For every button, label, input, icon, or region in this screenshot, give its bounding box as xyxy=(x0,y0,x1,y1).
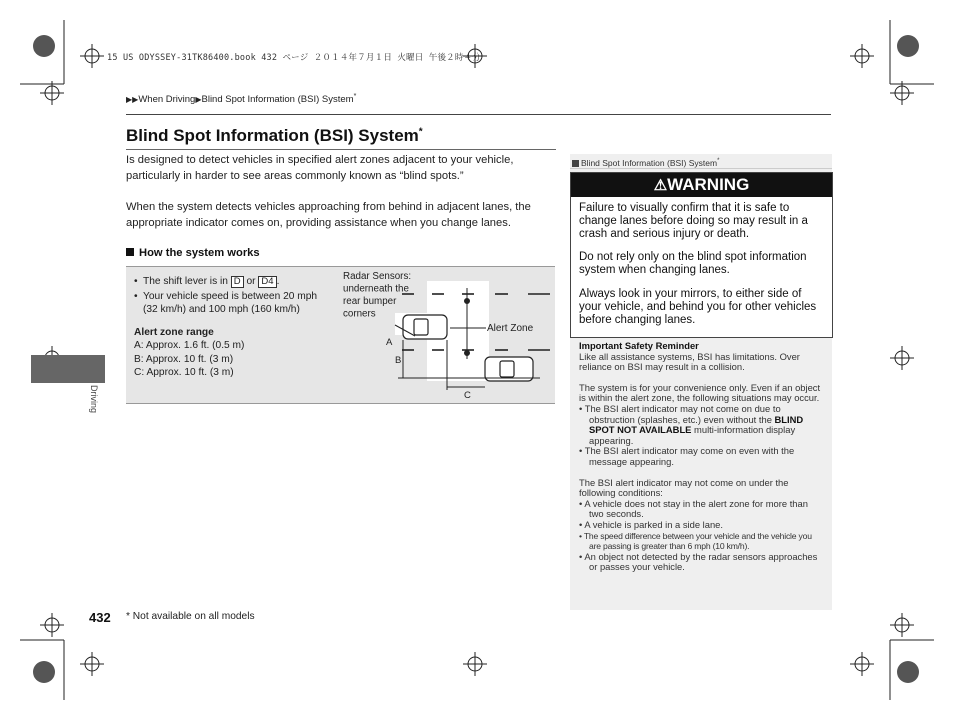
safety-bullet-2: • The BSI alert indicator may come on even with the message appearing. xyxy=(579,445,795,467)
how-it-works-text xyxy=(134,275,334,380)
page-number: 432 xyxy=(89,610,111,625)
bullet-icon: • xyxy=(134,276,138,287)
range-b: B: Approx. 10 ft. (3 m) xyxy=(134,353,234,365)
condition-bullet-3: • The speed difference between your vehicle and the vehicle you are passing is greater than 6 mph (10 km/h). xyxy=(579,530,812,552)
radar-label: Radar Sensors: underneath the rear bumper corners xyxy=(343,271,412,320)
dimension-b-label: B xyxy=(395,355,402,366)
warning-text-3: Always look in your mirrors, to either side of your vehicle, and behind you for other vehicles before changing lanes. xyxy=(579,288,817,326)
dimension-c-label: C xyxy=(464,390,471,400)
other-vehicle xyxy=(485,357,533,381)
dimension-a-label: A xyxy=(386,337,393,348)
range-c: C: Approx. 10 ft. (3 m) xyxy=(134,367,234,378)
notes-header-text: Blind Spot Information (BSI) System xyxy=(581,157,718,168)
notes-header xyxy=(570,154,832,169)
condition-bullet-1-text: A vehicle does not stay in the alert zone for more than two seconds. xyxy=(584,497,808,520)
arrow-icon: ▶ xyxy=(195,95,202,105)
intro-paragraph-1: Is designed to detect vehicles in specified alert zones adjacent to your vehicle, particularly in harder to see areas commonly known as “blind spots.” xyxy=(126,154,514,182)
breadcrumb-part1[interactable]: When Driving xyxy=(138,94,196,106)
safety-bullet-1: • The BSI alert indicator may not come on due to obstruction (splashes, etc.) even without the BLIND SPOT NOT AVAILABLE multi-information display appearing. xyxy=(579,402,804,446)
condition-bullet-2: • A vehicle is parked in a side lane. xyxy=(579,518,723,530)
chapter-tab[interactable] xyxy=(31,355,105,383)
safety-paragraph-3: The BSI alert indicator may not come on under the following conditions: xyxy=(579,476,789,499)
print-header: 15 US ODYSSEY-31TK86400.book 432 ページ ２０１４年７月１日 火曜日 午後２時４分 xyxy=(107,53,481,63)
section-heading-text: How the system works xyxy=(139,247,260,259)
or-text: or xyxy=(246,276,256,287)
gear-key-d: D xyxy=(231,276,244,288)
title-text: Blind Spot Information (BSI) System xyxy=(126,126,419,145)
speed-text: Your vehicle speed is between 20 mph (32 km/h) and 100 mph (160 km/h) xyxy=(143,290,318,315)
warning-title: WARNING xyxy=(667,175,750,194)
condition-bullet-1: • A vehicle does not stay in the alert zone for more than two seconds. xyxy=(579,497,808,520)
condition-bullet-4: • An object not detected by the radar sensors approaches or passes your vehicle. xyxy=(579,550,818,573)
safety-bullet-1-bold: BLIND SPOT NOT AVAILABLE xyxy=(589,413,804,436)
bullet-icon: • xyxy=(134,290,138,302)
arrow-icon: ▶▶ xyxy=(126,95,139,105)
condition-bullet-2-text: A vehicle is parked in a side lane. xyxy=(584,518,723,530)
warning-text-2: Do not rely only on the blind spot information system when changing lanes. xyxy=(579,251,807,276)
title-star: * xyxy=(418,126,423,138)
alert-range-title: Alert zone range xyxy=(134,326,214,338)
breadcrumb-star: * xyxy=(353,93,357,100)
safety-bullet-2-text: The BSI alert indicator may come on even with the message appearing. xyxy=(584,445,795,467)
intro-paragraph-2: When the system detects vehicles approaching from behind in adjacent lanes, the appropriate indicator comes on, providing assistance when you change lanes. xyxy=(126,201,531,229)
breadcrumb xyxy=(126,93,356,105)
condition-bullet-3-text: The speed difference between your vehicle and the vehicle you are passing is greater than 6 mph (10 km/h). xyxy=(583,530,812,552)
shift-text: The shift lever is in xyxy=(143,276,228,287)
warning-text-1: Failure to visually confirm that it is safe to change lanes before doing so may result in a crash and serious injury or death. xyxy=(579,202,808,240)
safety-paragraph-2: The system is for your convenience only. Even if an object is within the alert zone, the following situations may occur. xyxy=(579,381,821,404)
period-text: . xyxy=(276,276,280,287)
bsi-diagram xyxy=(340,268,554,400)
warning-triangle-icon: ⚠ xyxy=(653,177,668,194)
range-a: A: Approx. 1.6 ft. (0.5 m) xyxy=(134,340,245,351)
reference-icon xyxy=(572,160,579,167)
alert-zone-label: Alert Zone xyxy=(487,323,534,334)
section-heading xyxy=(126,247,260,259)
footnote: * Not available on all models xyxy=(126,611,255,622)
safety-bullet-1-pre: The BSI alert indicator may not come on due to obstruction (splashes, etc.) even without the xyxy=(584,402,781,425)
safety-title: Important Safety Reminder xyxy=(579,340,699,351)
safety-paragraph-1: Like all assistance systems, BSI has limitations. Over reliance on BSI may result in a collision. xyxy=(579,350,800,373)
chapter-label: Driving xyxy=(89,385,99,414)
warning-header xyxy=(571,173,832,197)
condition-bullet-4-text: An object not detected by the radar sensors approaches or passes your vehicle. xyxy=(584,550,818,573)
square-bullet-icon xyxy=(126,248,134,256)
condition-shift xyxy=(134,275,334,289)
condition-speed xyxy=(134,290,334,317)
safety-reminder xyxy=(579,341,824,573)
safety-bullet-1-post: multi-information display appearing. xyxy=(589,424,796,446)
page-title xyxy=(126,126,423,146)
title-divider xyxy=(126,149,556,150)
own-vehicle xyxy=(403,315,447,339)
notes-header-star: * xyxy=(717,158,720,164)
breadcrumb-part2[interactable]: Blind Spot Information (BSI) System xyxy=(201,94,354,106)
gear-key-d4: D4 xyxy=(258,276,276,288)
header-divider xyxy=(126,114,831,115)
